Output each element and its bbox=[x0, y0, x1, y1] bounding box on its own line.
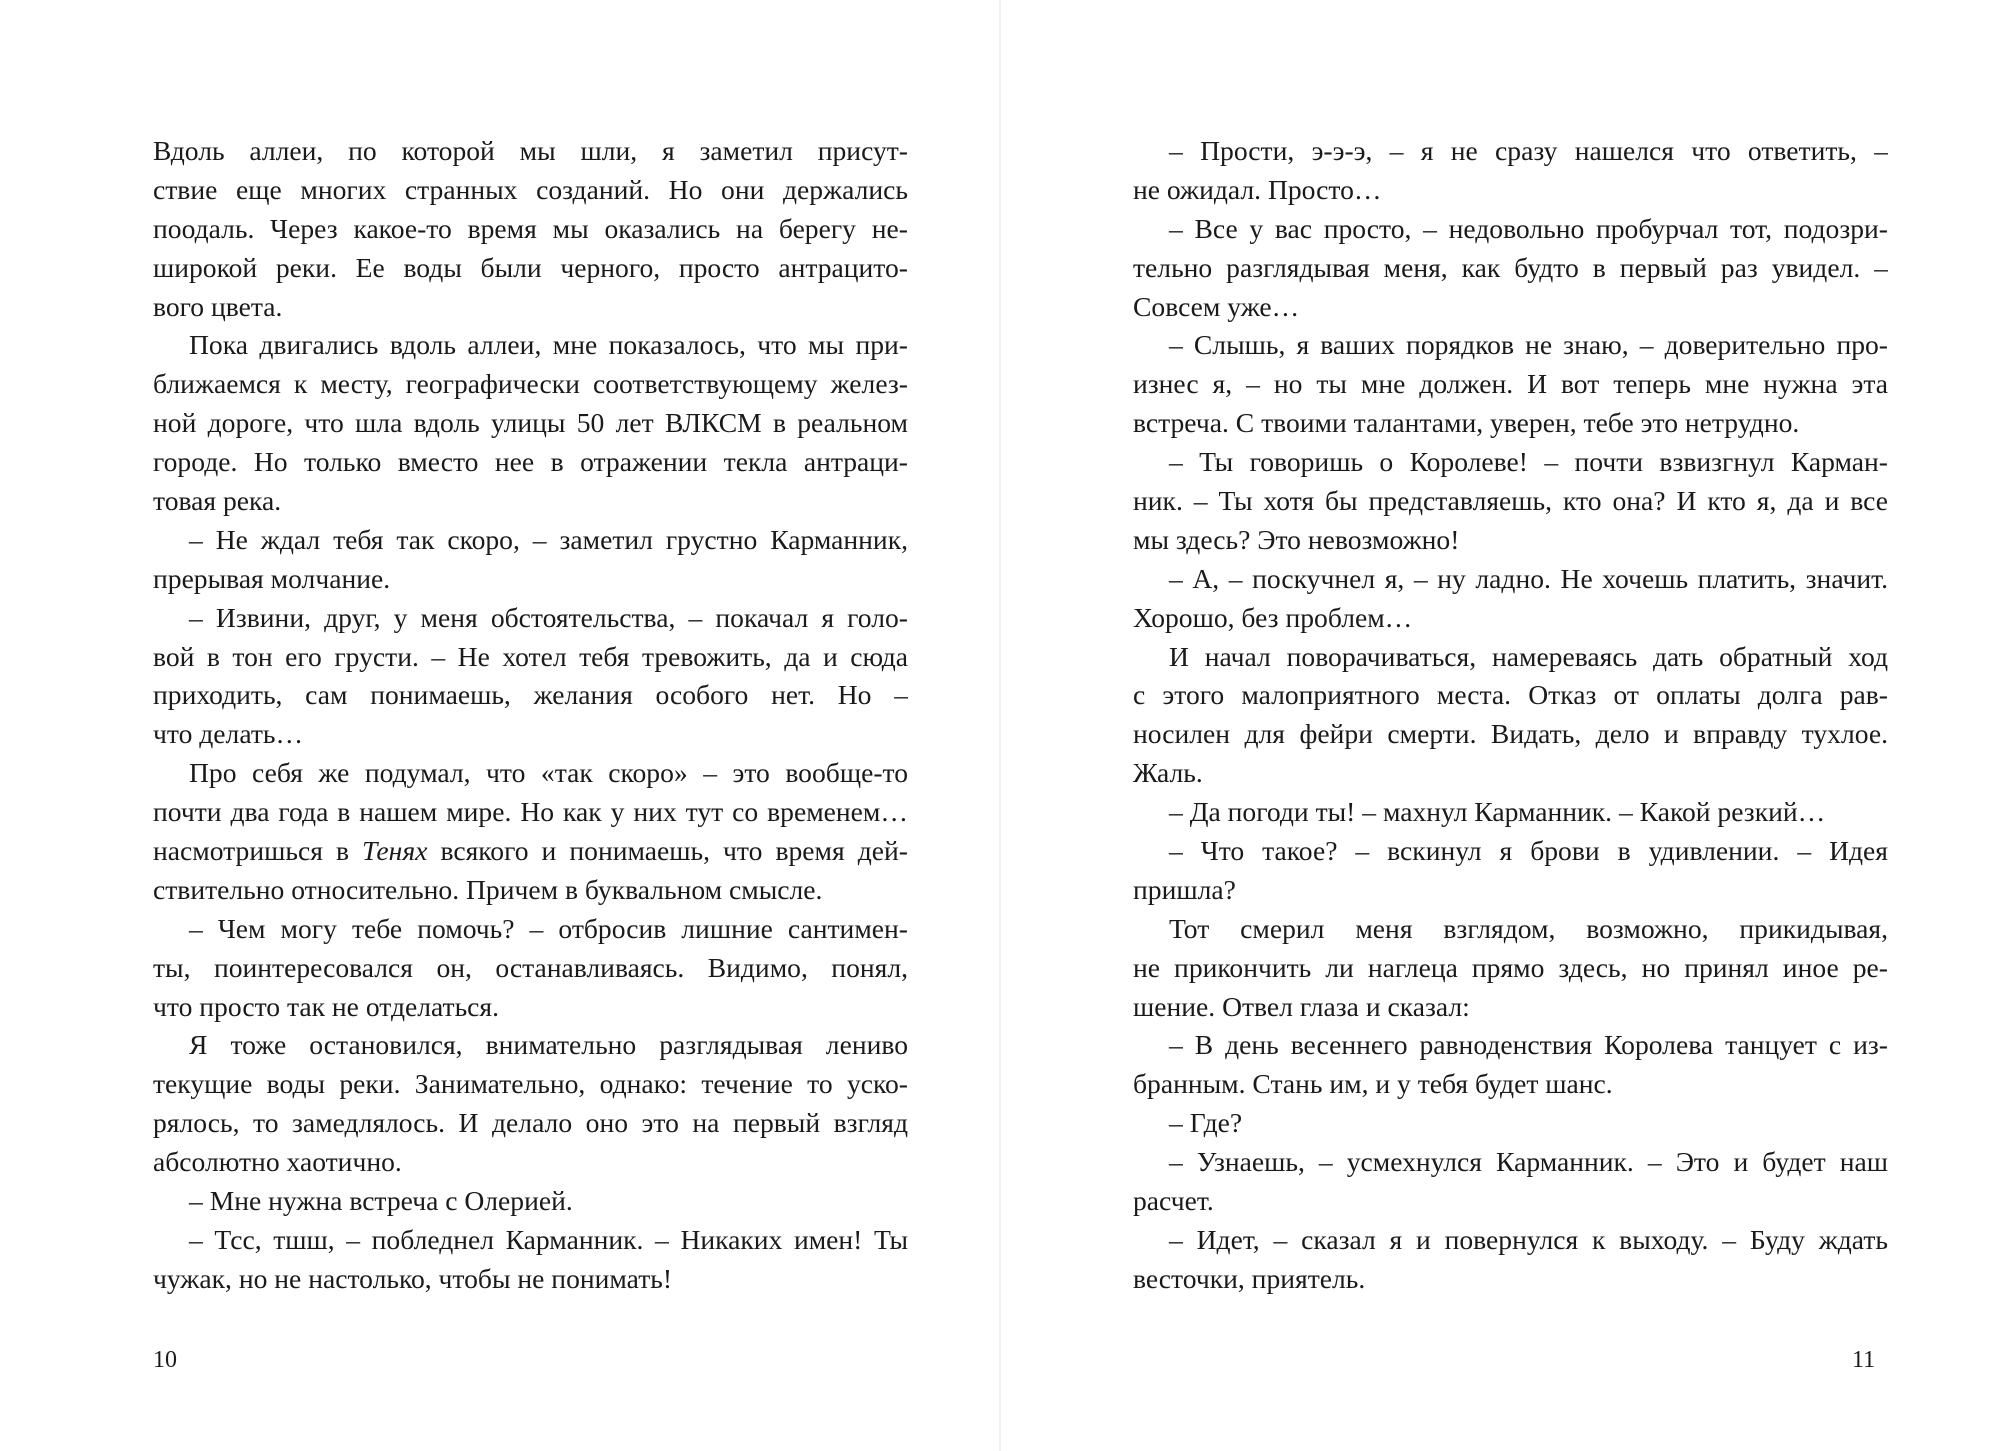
text-line: почти два года в нашем мире. Но как у них тут со временем… bbox=[153, 796, 908, 828]
text-line: И начал поворачиваться, намереваясь дать обратный ход bbox=[1169, 640, 1888, 672]
text-line: изнес я, – но ты мне должен. И вот теперь мне нужна эта bbox=[1133, 368, 1888, 400]
text-line: Хорошо, без проблем… bbox=[1133, 601, 1413, 633]
text-line: Пока двигались вдоль аллеи, мне показалось, что мы при- bbox=[189, 329, 908, 361]
text-line: – Идет, – сказал я и повернулся к выходу. – Буду ждать bbox=[1169, 1223, 1888, 1255]
page-number: 11 bbox=[1852, 1347, 1876, 1373]
text-line: – Тсс, тшш, – побледнел Карманник. – Никаких имен! Ты bbox=[189, 1223, 908, 1255]
text-line: ной дороге, что шла вдоль улицы 50 лет ВЛКСМ в реальном bbox=[153, 407, 908, 439]
text-line: – Слышь, я ваших порядков не знаю, – доверительно про- bbox=[1169, 329, 1888, 361]
text-line: Совсем уже… bbox=[1133, 290, 1300, 322]
text-line: – Чем могу тебе помочь? – отбросив лишние сантимен- bbox=[189, 912, 908, 944]
text-line: приходить, сам понимаешь, желания особого нет. Но – bbox=[153, 679, 908, 711]
text-line: текущие воды реки. Занимательно, однако: течение то уско- bbox=[153, 1068, 908, 1100]
text-line bbox=[153, 832, 908, 871]
text-line: Жаль. bbox=[1133, 757, 1203, 789]
text-line: с этого малоприятного места. Отказ от оплаты долга рав- bbox=[1133, 679, 1888, 711]
text-line: – Что такое? – вскинул я брови в удивлении. – Идея bbox=[1169, 835, 1888, 867]
text-line: ближаемся к месту, географически соответствующему желез- bbox=[153, 368, 908, 400]
text-line: поодаль. Через какое-то время мы оказались на берегу не- bbox=[153, 212, 908, 244]
text-line: расчет. bbox=[1133, 1185, 1214, 1217]
text-line: Вдоль аллеи, по которой мы шли, я заметил присут- bbox=[153, 135, 908, 166]
text-line: не ожидал. Просто… bbox=[1133, 173, 1382, 205]
text-line: – Не ждал тебя так скоро, – заметил грустно Карманник, bbox=[189, 523, 908, 555]
text-line: – Да погоди ты! – махнул Карманник. – Какой резкий… bbox=[1169, 796, 1826, 828]
text-line: – Все у вас просто, – недовольно пробурчал тот, подозри- bbox=[1169, 212, 1888, 244]
text-line: – Извини, друг, у меня обстоятельства, – покачал я голо- bbox=[189, 601, 908, 633]
right-page-text bbox=[1133, 132, 1888, 1299]
italic-word: Тенях bbox=[362, 835, 428, 867]
text-line: ты, поинтересовался он, останавливаясь. Видимо, понял, bbox=[153, 951, 908, 983]
text-line: прерывая молчание. bbox=[153, 562, 391, 594]
text-line: бранным. Стань им, и у тебя будет шанс. bbox=[1133, 1068, 1613, 1100]
text-line: – Ты говоришь о Королеве! – почти взвизгнул Карман- bbox=[1169, 446, 1888, 478]
text-line-part: всякого и понимаешь, что время дей- bbox=[427, 835, 908, 867]
right-page bbox=[1000, 0, 2000, 1451]
text-line: Я тоже остановился, внимательно разглядывая лениво bbox=[189, 1029, 908, 1061]
text-line: ствительно относительно. Причем в буквальном смысле. bbox=[153, 873, 823, 905]
text-line: что делать… bbox=[153, 718, 304, 750]
text-line: товая река. bbox=[153, 485, 282, 517]
text-line: городе. Но только вместо нее в отражении текла антраци- bbox=[153, 446, 908, 478]
text-line: широкой реки. Ее воды были черного, просто антрацито- bbox=[153, 251, 908, 283]
text-line: Про себя же подумал, что «так скоро» – это вообще-то bbox=[189, 757, 908, 789]
text-line: – Мне нужна встреча с Олерией. bbox=[189, 1185, 573, 1217]
text-line: чужак, но не настолько, чтобы не понимать! bbox=[153, 1262, 673, 1294]
text-line-part: насмотришься в bbox=[153, 835, 363, 867]
text-line: вой в тон его грусти. – Не хотел тебя тревожить, да и сюда bbox=[153, 640, 908, 672]
left-page-text bbox=[153, 132, 908, 1299]
page-number: 10 bbox=[153, 1347, 177, 1373]
text-line: вого цвета. bbox=[153, 290, 283, 322]
text-line: – Узнаешь, – усмехнулся Карманник. – Это и будет наш bbox=[1169, 1146, 1888, 1178]
text-line: – В день весеннего равноденствия Королева танцует с из- bbox=[1169, 1029, 1888, 1061]
text-line: ник. – Ты хотя бы представляешь, кто она? И кто я, да и все bbox=[1133, 485, 1888, 517]
text-line: – Прости, э-э-э, – я не сразу нашелся что ответить, – bbox=[1169, 135, 1888, 166]
text-line: рялось, то замедлялось. И делало оно это на первый взгляд bbox=[153, 1107, 908, 1139]
text-line: встреча. С твоими талантами, уверен, тебе это нетрудно. bbox=[1133, 407, 1800, 439]
text-line: что просто так не отделаться. bbox=[153, 990, 500, 1022]
text-line: Тот смерил меня взглядом, возможно, прикидывая, bbox=[1169, 912, 1888, 944]
text-line: весточки, приятель. bbox=[1133, 1262, 1366, 1294]
text-line: не прикончить ли наглеца прямо здесь, но принял иное ре- bbox=[1133, 951, 1888, 983]
text-line: шение. Отвел глаза и сказал: bbox=[1133, 990, 1470, 1022]
text-line: – Где? bbox=[1169, 1107, 1243, 1139]
text-line: носилен для фейри смерти. Видать, дело и вправду тухлое. bbox=[1133, 718, 1888, 750]
text-line: абсолютно хаотично. bbox=[153, 1146, 402, 1178]
text-line: тельно разглядывая меня, как будто в первый раз увидел. – bbox=[1133, 251, 1888, 283]
text-line: ствие еще многих странных созданий. Но они держались bbox=[153, 173, 908, 205]
text-line: пришла? bbox=[1133, 873, 1236, 905]
text-line: мы здесь? Это невозможно! bbox=[1133, 523, 1460, 555]
text-line: – А, – поскучнел я, – ну ладно. Не хочешь платить, значит. bbox=[1169, 562, 1888, 594]
